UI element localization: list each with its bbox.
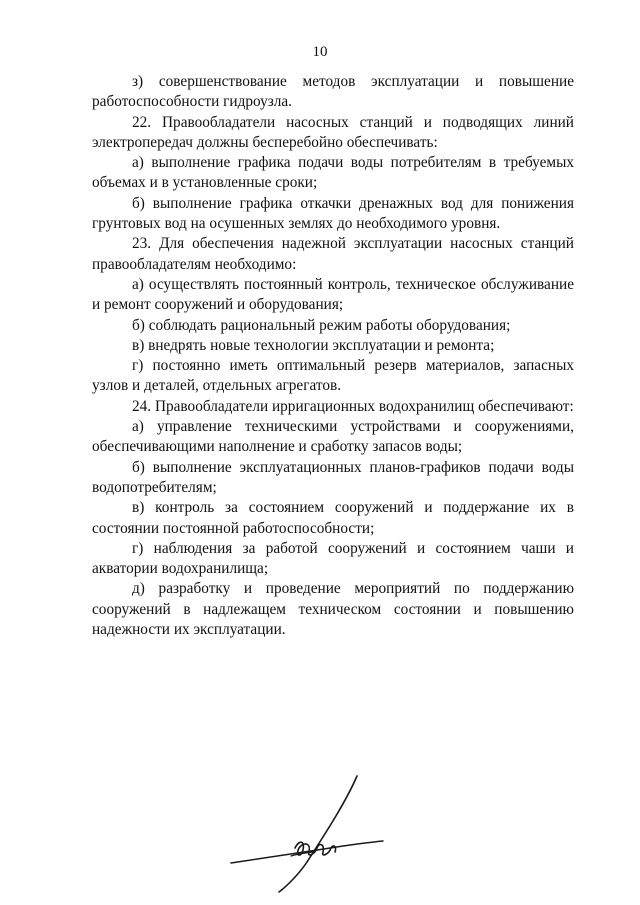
page-number: 10 bbox=[312, 44, 328, 60]
paragraph-24d: д) разработку и проведение мероприятий по поддержанию сооружений в надлежащем техническом состоянии и повышению надежности их эксплуатации. bbox=[92, 580, 574, 639]
signature-image bbox=[225, 770, 395, 895]
paragraph-24v: в) контроль за состоянием сооружений и поддержание их в состоянии постоянной работоспособности; bbox=[92, 499, 574, 537]
paragraph-24a: а) управление техническими устройствами и сооружениями, обеспечивающими наполнение и сработку запасов воды; bbox=[92, 418, 574, 456]
paragraph-22a: а) выполнение графика подачи воды потребителям в требуемых объемах и в установленные сроки; bbox=[92, 154, 574, 192]
paragraph-23: 23. Для обеспечения надежной эксплуатации насосных станций правообладателям необходимо: bbox=[92, 235, 574, 273]
paragraph-23b: б) соблюдать рациональный режим работы оборудования; bbox=[132, 316, 511, 334]
paragraph-3z: з) совершенствование методов эксплуатации и повышение работоспособности гидроузла. bbox=[92, 73, 574, 111]
paragraph-23a: а) осуществлять постоянный контроль, техническое обслуживание и ремонт сооружений и оборудования; bbox=[92, 275, 574, 314]
paragraph-22: 22. Правообладатели насосных станций и подводящих линий электропередач должны бесперебойно обеспечивать: bbox=[92, 113, 574, 151]
document-body bbox=[92, 72, 574, 640]
paragraph-23g: г) постоянно иметь оптимальный резерв материалов, запасных узлов и деталей, отдельных агрегатов. bbox=[92, 357, 574, 395]
paragraph-24: 24. Правообладатели ирригационных водохранилищ обеспечивают: bbox=[132, 397, 574, 415]
paragraph-23v: в) внедрять новые технологии эксплуатации и ремонта; bbox=[132, 336, 495, 354]
signature-icon bbox=[225, 770, 395, 895]
paragraph-22b: б) выполнение графика откачки дренажных вод для понижения грунтовых вод на осушенных землях до необходимого уровня. bbox=[92, 194, 574, 233]
paragraph-24g: г) наблюдения за работой сооружений и состоянием чаши и акватории водохранилища; bbox=[92, 539, 574, 578]
paragraph-24b: б) выполнение эксплуатационных планов-графиков подачи воды водопотребителям; bbox=[92, 458, 574, 496]
